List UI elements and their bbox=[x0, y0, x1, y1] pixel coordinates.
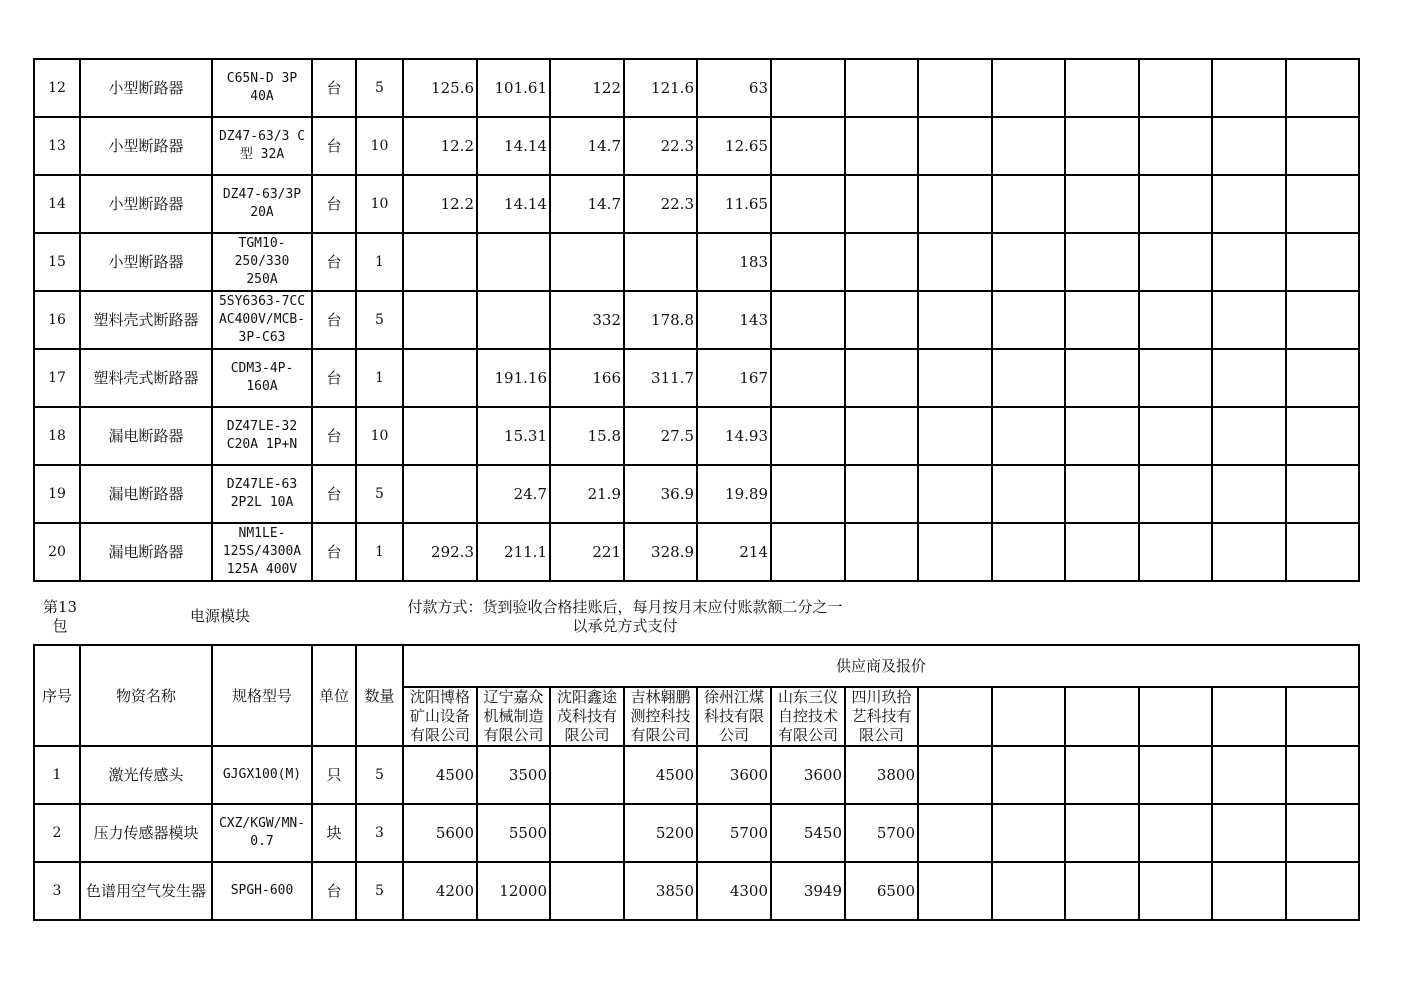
supplier-name: 吉林翱鹏测控科技有限公司 bbox=[624, 687, 697, 746]
item-spec: TGM10-250/330 250A bbox=[212, 233, 312, 291]
price-cell bbox=[477, 291, 550, 349]
table-row bbox=[34, 291, 1359, 349]
price-cell: 11.65 bbox=[697, 175, 771, 233]
item-spec: NM1LE-125S/4300A 125A 400V bbox=[212, 523, 312, 581]
item-unit: 台 bbox=[312, 117, 356, 175]
item-name: 漏电断路器 bbox=[80, 407, 212, 465]
price-cell: 4200 bbox=[403, 862, 477, 920]
item-name: 小型断路器 bbox=[80, 233, 212, 291]
item-qty: 5 bbox=[356, 291, 403, 349]
empty-cell bbox=[1065, 523, 1139, 581]
empty-cell bbox=[918, 233, 992, 291]
empty-cell bbox=[1065, 175, 1139, 233]
empty-cell bbox=[1139, 233, 1212, 291]
price-cell bbox=[403, 291, 477, 349]
price-cell: 22.3 bbox=[624, 175, 697, 233]
header-row bbox=[34, 645, 1359, 687]
empty-cell bbox=[918, 746, 992, 804]
empty-cell bbox=[845, 59, 918, 117]
price-cell: 63 bbox=[697, 59, 771, 117]
empty-cell bbox=[918, 862, 992, 920]
item-name: 小型断路器 bbox=[80, 59, 212, 117]
table-row bbox=[34, 233, 1359, 291]
price-cell bbox=[403, 407, 477, 465]
item-qty: 5 bbox=[356, 465, 403, 523]
item-spec: CDM3-4P-160A bbox=[212, 349, 312, 407]
empty-cell bbox=[771, 523, 845, 581]
empty-cell bbox=[1212, 233, 1286, 291]
price-cell: 27.5 bbox=[624, 407, 697, 465]
price-cell: 5700 bbox=[697, 804, 771, 862]
empty-cell bbox=[992, 407, 1065, 465]
price-cell: 12.2 bbox=[403, 117, 477, 175]
item-spec: C65N-D 3P 40A bbox=[212, 59, 312, 117]
price-cell: 12.2 bbox=[403, 175, 477, 233]
row-number: 17 bbox=[34, 349, 80, 407]
empty-cell bbox=[1065, 407, 1139, 465]
empty-cell bbox=[918, 117, 992, 175]
header-name: 物资名称 bbox=[80, 645, 212, 746]
price-cell: 211.1 bbox=[477, 523, 550, 581]
empty-cell bbox=[992, 291, 1065, 349]
supplier-name: 四川玖拾艺科技有限公司 bbox=[845, 687, 918, 746]
item-spec: CXZ/KGW/MN-0.7 bbox=[212, 804, 312, 862]
empty-cell bbox=[1286, 465, 1359, 523]
price-cell: 12000 bbox=[477, 862, 550, 920]
empty-cell bbox=[771, 465, 845, 523]
table-row bbox=[34, 349, 1359, 407]
price-cell: 3850 bbox=[624, 862, 697, 920]
price-cell: 3500 bbox=[477, 746, 550, 804]
price-cell: 143 bbox=[697, 291, 771, 349]
price-cell: 292.3 bbox=[403, 523, 477, 581]
empty-cell bbox=[845, 523, 918, 581]
empty-cell bbox=[992, 233, 1065, 291]
bottom-price-table bbox=[33, 644, 1360, 921]
empty-cell bbox=[771, 117, 845, 175]
item-name: 塑料壳式断路器 bbox=[80, 349, 212, 407]
price-cell bbox=[403, 465, 477, 523]
item-name: 小型断路器 bbox=[80, 117, 212, 175]
empty-cell bbox=[1139, 349, 1212, 407]
empty-cell bbox=[1139, 804, 1212, 862]
price-cell: 4500 bbox=[624, 746, 697, 804]
empty-cell bbox=[845, 233, 918, 291]
empty-cell bbox=[1139, 523, 1212, 581]
empty-cell bbox=[1212, 862, 1286, 920]
empty-cell bbox=[1286, 862, 1359, 920]
table-row bbox=[34, 59, 1359, 117]
header-qty: 数量 bbox=[356, 645, 403, 746]
row-number: 18 bbox=[34, 407, 80, 465]
supplier-name: 徐州江煤科技有限公司 bbox=[697, 687, 771, 746]
item-name: 漏电断路器 bbox=[80, 465, 212, 523]
price-cell: 14.14 bbox=[477, 175, 550, 233]
empty-cell bbox=[992, 349, 1065, 407]
payment-terms: 付款方式：货到验收合格挂账后，每月按月末应付账款额二分之一以承兑方式支付 bbox=[407, 598, 843, 635]
empty-cell bbox=[1286, 59, 1359, 117]
empty-cell bbox=[918, 687, 992, 746]
row-number: 3 bbox=[34, 862, 80, 920]
item-qty: 3 bbox=[356, 804, 403, 862]
table-row bbox=[34, 117, 1359, 175]
empty-cell bbox=[918, 175, 992, 233]
price-cell bbox=[403, 349, 477, 407]
price-cell: 5200 bbox=[624, 804, 697, 862]
price-cell: 22.3 bbox=[624, 117, 697, 175]
table-row bbox=[34, 465, 1359, 523]
item-spec: GJGX100(M) bbox=[212, 746, 312, 804]
item-qty: 5 bbox=[356, 862, 403, 920]
table-row bbox=[34, 862, 1359, 920]
price-cell: 15.31 bbox=[477, 407, 550, 465]
empty-cell bbox=[1139, 687, 1212, 746]
supplier-name: 辽宁嘉众机械制造有限公司 bbox=[477, 687, 550, 746]
empty-cell bbox=[992, 687, 1065, 746]
empty-cell bbox=[992, 175, 1065, 233]
empty-cell bbox=[1286, 804, 1359, 862]
empty-cell bbox=[992, 804, 1065, 862]
price-cell: 167 bbox=[697, 349, 771, 407]
price-cell: 311.7 bbox=[624, 349, 697, 407]
price-cell: 121.6 bbox=[624, 59, 697, 117]
price-cell bbox=[550, 233, 624, 291]
price-cell bbox=[550, 862, 624, 920]
empty-cell bbox=[1212, 407, 1286, 465]
empty-cell bbox=[918, 291, 992, 349]
empty-cell bbox=[1212, 465, 1286, 523]
item-name: 小型断路器 bbox=[80, 175, 212, 233]
table-row bbox=[34, 407, 1359, 465]
item-unit: 块 bbox=[312, 804, 356, 862]
row-number: 14 bbox=[34, 175, 80, 233]
empty-cell bbox=[1212, 291, 1286, 349]
price-cell: 3800 bbox=[845, 746, 918, 804]
price-cell: 122 bbox=[550, 59, 624, 117]
item-name: 漏电断路器 bbox=[80, 523, 212, 581]
price-cell: 183 bbox=[697, 233, 771, 291]
price-cell: 214 bbox=[697, 523, 771, 581]
price-cell: 332 bbox=[550, 291, 624, 349]
empty-cell bbox=[1065, 233, 1139, 291]
price-cell: 191.16 bbox=[477, 349, 550, 407]
price-cell: 15.8 bbox=[550, 407, 624, 465]
package-name: 电源模块 bbox=[189, 607, 250, 625]
empty-cell bbox=[1286, 687, 1359, 746]
price-cell: 14.93 bbox=[697, 407, 771, 465]
price-cell: 12.65 bbox=[697, 117, 771, 175]
empty-cell bbox=[1286, 523, 1359, 581]
price-cell: 3600 bbox=[771, 746, 845, 804]
empty-cell bbox=[1212, 804, 1286, 862]
price-cell: 178.8 bbox=[624, 291, 697, 349]
empty-cell bbox=[1286, 233, 1359, 291]
header-spec: 规格型号 bbox=[212, 645, 312, 746]
price-cell: 3949 bbox=[771, 862, 845, 920]
item-qty: 1 bbox=[356, 233, 403, 291]
price-cell: 21.9 bbox=[550, 465, 624, 523]
item-unit: 台 bbox=[312, 233, 356, 291]
item-qty: 5 bbox=[356, 59, 403, 117]
empty-cell bbox=[1065, 465, 1139, 523]
row-number: 2 bbox=[34, 804, 80, 862]
price-cell: 5500 bbox=[477, 804, 550, 862]
header-unit: 单位 bbox=[312, 645, 356, 746]
row-number: 12 bbox=[34, 59, 80, 117]
price-cell: 14.7 bbox=[550, 117, 624, 175]
empty-cell bbox=[992, 746, 1065, 804]
empty-cell bbox=[771, 407, 845, 465]
empty-cell bbox=[845, 175, 918, 233]
item-unit: 台 bbox=[312, 175, 356, 233]
table-row bbox=[34, 175, 1359, 233]
empty-cell bbox=[1065, 117, 1139, 175]
supplier-name: 沈阳博格矿山设备有限公司 bbox=[403, 687, 477, 746]
item-unit: 台 bbox=[312, 862, 356, 920]
row-number: 16 bbox=[34, 291, 80, 349]
table-row bbox=[34, 523, 1359, 581]
item-spec: DZ47LE-32 C20A 1P+N bbox=[212, 407, 312, 465]
empty-cell bbox=[992, 862, 1065, 920]
price-cell: 6500 bbox=[845, 862, 918, 920]
item-qty: 1 bbox=[356, 523, 403, 581]
price-cell: 101.61 bbox=[477, 59, 550, 117]
package-number: 第13包 bbox=[42, 598, 78, 635]
empty-cell bbox=[918, 523, 992, 581]
empty-cell bbox=[918, 407, 992, 465]
row-number: 1 bbox=[34, 746, 80, 804]
empty-cell bbox=[1139, 59, 1212, 117]
empty-cell bbox=[918, 804, 992, 862]
empty-cell bbox=[992, 523, 1065, 581]
item-name: 塑料壳式断路器 bbox=[80, 291, 212, 349]
empty-cell bbox=[845, 349, 918, 407]
empty-cell bbox=[1139, 175, 1212, 233]
item-spec: DZ47-63/3P 20A bbox=[212, 175, 312, 233]
item-unit: 台 bbox=[312, 465, 356, 523]
empty-cell bbox=[771, 59, 845, 117]
row-number: 20 bbox=[34, 523, 80, 581]
price-cell: 166 bbox=[550, 349, 624, 407]
price-cell: 328.9 bbox=[624, 523, 697, 581]
item-qty: 10 bbox=[356, 407, 403, 465]
empty-cell bbox=[1139, 291, 1212, 349]
empty-cell bbox=[1139, 407, 1212, 465]
item-spec: 5SY6363-7CC AC400V/MCB-3P-C63 bbox=[212, 291, 312, 349]
empty-cell bbox=[1212, 746, 1286, 804]
empty-cell bbox=[918, 349, 992, 407]
row-number: 15 bbox=[34, 233, 80, 291]
table-row bbox=[34, 804, 1359, 862]
row-number: 19 bbox=[34, 465, 80, 523]
price-cell: 36.9 bbox=[624, 465, 697, 523]
item-unit: 台 bbox=[312, 349, 356, 407]
top-price-table bbox=[33, 58, 1360, 582]
item-unit: 只 bbox=[312, 746, 356, 804]
price-cell bbox=[624, 233, 697, 291]
price-cell: 19.89 bbox=[697, 465, 771, 523]
price-cell: 14.7 bbox=[550, 175, 624, 233]
row-number: 13 bbox=[34, 117, 80, 175]
empty-cell bbox=[1212, 349, 1286, 407]
price-cell bbox=[477, 233, 550, 291]
empty-cell bbox=[992, 465, 1065, 523]
empty-cell bbox=[1065, 687, 1139, 746]
price-cell: 5600 bbox=[403, 804, 477, 862]
price-cell: 14.14 bbox=[477, 117, 550, 175]
item-spec: DZ47-63/3 C型 32A bbox=[212, 117, 312, 175]
item-unit: 台 bbox=[312, 59, 356, 117]
empty-cell bbox=[1286, 175, 1359, 233]
empty-cell bbox=[1065, 59, 1139, 117]
price-cell bbox=[403, 233, 477, 291]
empty-cell bbox=[1065, 349, 1139, 407]
empty-cell bbox=[845, 465, 918, 523]
empty-cell bbox=[1139, 117, 1212, 175]
empty-cell bbox=[918, 59, 992, 117]
price-cell: 4300 bbox=[697, 862, 771, 920]
price-cell: 221 bbox=[550, 523, 624, 581]
empty-cell bbox=[845, 291, 918, 349]
header-suppliers-title: 供应商及报价 bbox=[403, 645, 1359, 687]
empty-cell bbox=[1286, 291, 1359, 349]
empty-cell bbox=[1286, 746, 1359, 804]
supplier-name: 山东三仪自控技术有限公司 bbox=[771, 687, 845, 746]
price-cell: 125.6 bbox=[403, 59, 477, 117]
empty-cell bbox=[1139, 746, 1212, 804]
price-cell bbox=[550, 746, 624, 804]
empty-cell bbox=[771, 349, 845, 407]
empty-cell bbox=[1212, 523, 1286, 581]
item-name: 压力传感器模块 bbox=[80, 804, 212, 862]
price-cell: 5450 bbox=[771, 804, 845, 862]
price-cell: 3600 bbox=[697, 746, 771, 804]
supplier-name: 沈阳鑫途茂科技有限公司 bbox=[550, 687, 624, 746]
item-qty: 1 bbox=[356, 349, 403, 407]
item-qty: 10 bbox=[356, 175, 403, 233]
empty-cell bbox=[771, 175, 845, 233]
empty-cell bbox=[1212, 687, 1286, 746]
item-unit: 台 bbox=[312, 291, 356, 349]
empty-cell bbox=[771, 233, 845, 291]
empty-cell bbox=[1065, 746, 1139, 804]
item-spec: DZ47LE-63 2P2L 10A bbox=[212, 465, 312, 523]
empty-cell bbox=[918, 465, 992, 523]
item-name: 激光传感头 bbox=[80, 746, 212, 804]
empty-cell bbox=[1065, 291, 1139, 349]
empty-cell bbox=[771, 291, 845, 349]
empty-cell bbox=[1286, 117, 1359, 175]
empty-cell bbox=[992, 117, 1065, 175]
price-cell: 4500 bbox=[403, 746, 477, 804]
item-unit: 台 bbox=[312, 407, 356, 465]
empty-cell bbox=[1286, 349, 1359, 407]
item-spec: SPGH-600 bbox=[212, 862, 312, 920]
empty-cell bbox=[1212, 175, 1286, 233]
empty-cell bbox=[1139, 862, 1212, 920]
empty-cell bbox=[1065, 804, 1139, 862]
item-name: 色谱用空气发生器 bbox=[80, 862, 212, 920]
item-qty: 5 bbox=[356, 746, 403, 804]
price-cell bbox=[550, 804, 624, 862]
empty-cell bbox=[1139, 465, 1212, 523]
empty-cell bbox=[1212, 117, 1286, 175]
price-cell: 24.7 bbox=[477, 465, 550, 523]
empty-cell bbox=[1065, 862, 1139, 920]
price-cell: 5700 bbox=[845, 804, 918, 862]
header-no: 序号 bbox=[34, 645, 80, 746]
empty-cell bbox=[992, 59, 1065, 117]
empty-cell bbox=[845, 117, 918, 175]
empty-cell bbox=[1286, 407, 1359, 465]
empty-cell bbox=[1212, 59, 1286, 117]
table-row bbox=[34, 746, 1359, 804]
item-qty: 10 bbox=[356, 117, 403, 175]
item-unit: 台 bbox=[312, 523, 356, 581]
empty-cell bbox=[845, 407, 918, 465]
